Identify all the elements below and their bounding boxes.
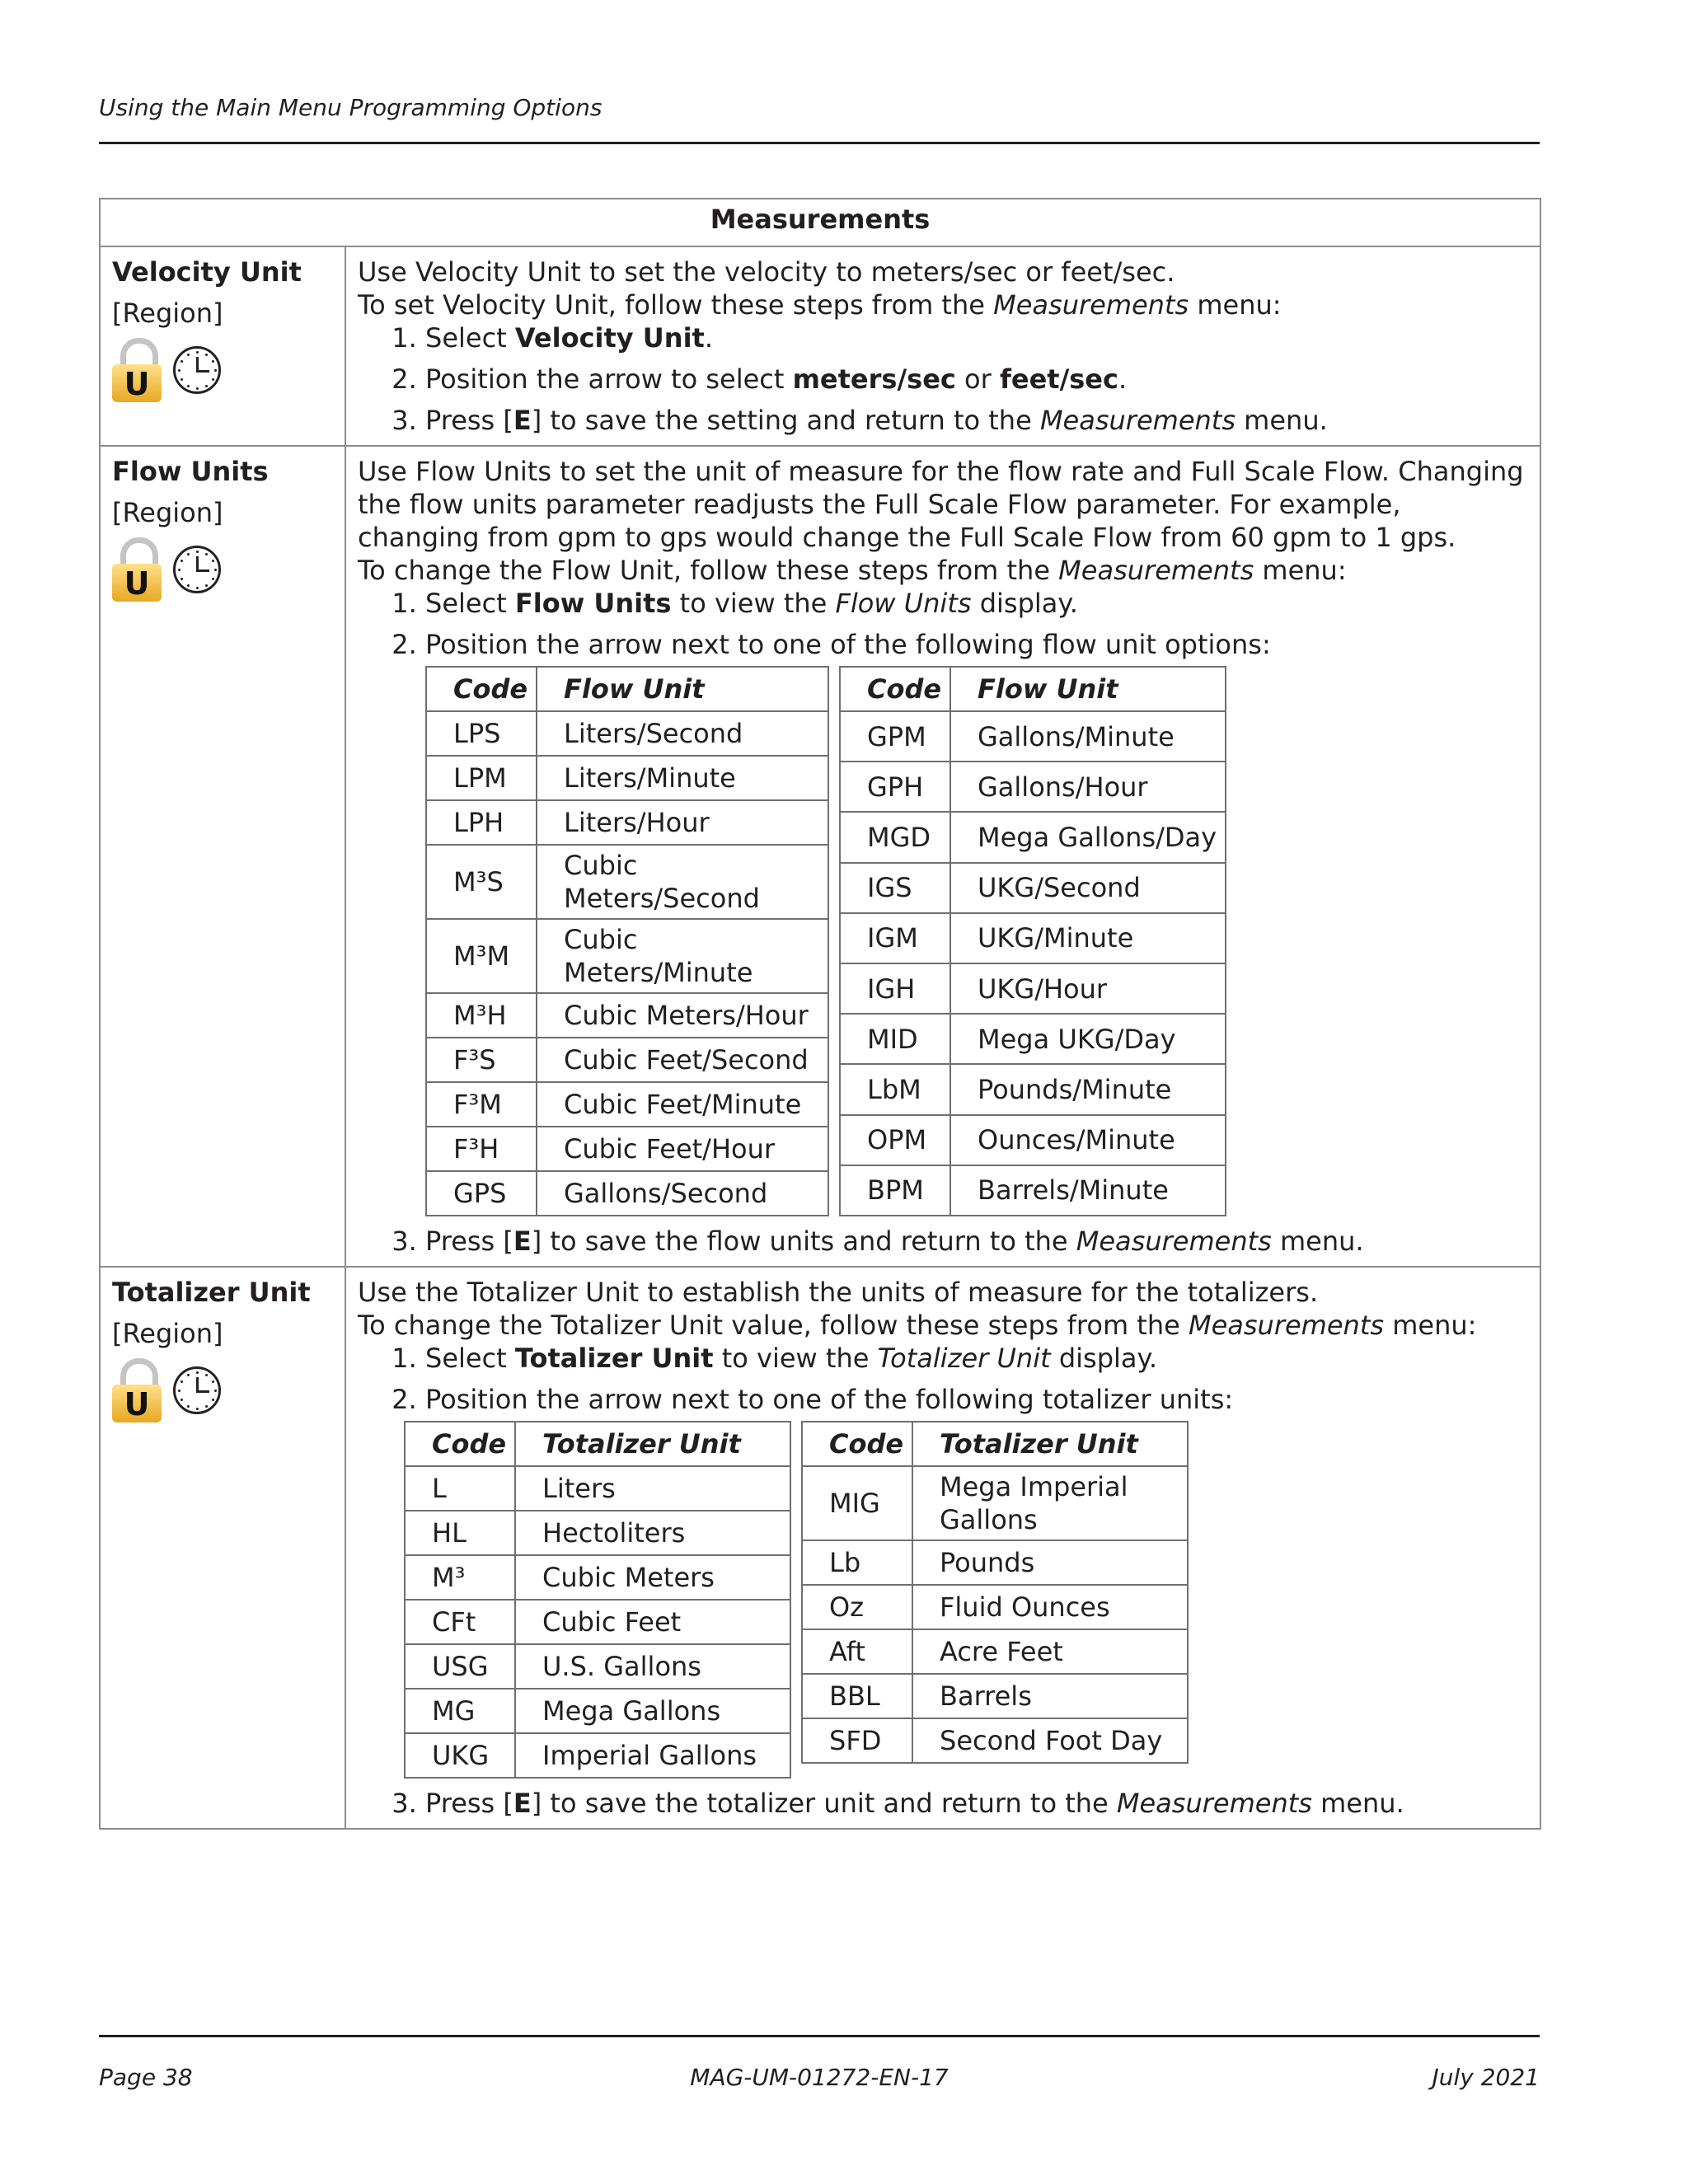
- totalizer-step-2: 2. Position the arrow next to one of the following totalizer units: Code Totalizer Unit L Liters HL Hectoliters M³ Cubic Meters CFt Cubic Feet USG U.S. Gallons MG Mega Gallons UKG Imperial Gallons Code Totalizer Unit MIG Mega Imperial Gallons Lb Pounds Oz Fluid Ounces Aft Acre Feet BBL Barrels SFD Second Foot Day: [425, 1383, 1528, 1779]
- velocity-icons: [112, 338, 333, 402]
- table-row: [802, 1629, 1188, 1674]
- unit-code: LPM: [426, 756, 537, 800]
- unit-code: F³M: [426, 1082, 537, 1127]
- unit-code: L: [405, 1466, 515, 1511]
- measurements-table: [99, 198, 1541, 1830]
- table-row: [426, 756, 828, 800]
- velocity-intro: To set Velocity Unit, follow these steps from the Measurements menu:: [358, 289, 1282, 321]
- velocity-description: Use Velocity Unit to set the velocity to meters/sec or feet/sec.: [358, 256, 1175, 288]
- table-row: [802, 1585, 1188, 1629]
- unit-name: Barrels/Minute: [950, 1165, 1226, 1216]
- flow-units-row: [100, 446, 1540, 1267]
- flow-icons: [112, 537, 333, 602]
- page-header-title: Using the Main Menu Programming Options: [99, 94, 603, 121]
- unit-code: CFt: [405, 1600, 515, 1644]
- table-row: [405, 1600, 790, 1644]
- table-row: [405, 1689, 790, 1733]
- table-row: [426, 1127, 828, 1171]
- table-row: [426, 1038, 828, 1082]
- clock-icon: [173, 546, 221, 593]
- unit-code: LPH: [426, 800, 537, 845]
- unit-name: Pounds: [912, 1540, 1188, 1585]
- table-row: [802, 1466, 1188, 1540]
- unit-name: Ounces/Minute: [950, 1115, 1226, 1165]
- table-row: [405, 1555, 790, 1600]
- unit-code: UKG: [405, 1733, 515, 1778]
- unit-code: MID: [840, 1014, 950, 1064]
- totalizer-region: [Region]: [112, 1318, 223, 1349]
- unit-code: SFD: [802, 1718, 912, 1763]
- unit-name: Hectoliters: [515, 1511, 790, 1555]
- unit-name: Second Foot Day: [912, 1718, 1188, 1763]
- flow-step-3: 3. Press [E] to save the flow units and return to the Measurements menu.: [425, 1225, 1528, 1258]
- table-row: [405, 1466, 790, 1511]
- unit-name: Pounds/Minute: [950, 1064, 1226, 1114]
- unit-code: F³S: [426, 1038, 537, 1082]
- unit-name: Acre Feet: [912, 1629, 1188, 1674]
- velocity-content-cell: [345, 246, 1540, 446]
- unit-name: Cubic Feet/Second: [537, 1038, 828, 1082]
- table-row: [840, 1165, 1226, 1216]
- table-row: [802, 1540, 1188, 1585]
- flow-unit-table-left: [425, 666, 829, 1216]
- unit-name: Cubic Feet: [515, 1600, 790, 1644]
- unit-code: Lb: [802, 1540, 912, 1585]
- unit-code: F³H: [426, 1127, 537, 1171]
- unit-name: Cubic Meters: [515, 1555, 790, 1600]
- unit-code: HL: [405, 1511, 515, 1555]
- table-row: [426, 800, 828, 845]
- table-row: [426, 993, 828, 1038]
- unit-name: Cubic Meters/Hour: [537, 993, 828, 1038]
- flow-unit-table-right: [839, 666, 1226, 1216]
- velocity-unit-row: [100, 246, 1540, 446]
- unit-code: LbM: [840, 1064, 950, 1114]
- unit-code: IGH: [840, 963, 950, 1014]
- flow-units-name: Flow Units: [112, 456, 269, 487]
- unit-code: USG: [405, 1644, 515, 1689]
- velocity-unit-name: Velocity Unit: [112, 256, 302, 288]
- column-header-totalizer-unit: Totalizer Unit: [912, 1422, 1188, 1466]
- totalizer-unit-name: Totalizer Unit: [112, 1277, 311, 1308]
- unit-code: MIG: [802, 1466, 912, 1540]
- flow-unit-tables: [425, 666, 1528, 1216]
- unit-name: Gallons/Minute: [950, 711, 1226, 762]
- velocity-step-1: 1. Select Velocity Unit.: [425, 321, 1528, 354]
- flow-content-cell: [345, 446, 1540, 1267]
- unit-name: Cubic Meters/Minute: [537, 919, 828, 993]
- unit-name: Barrels: [912, 1674, 1188, 1718]
- totalizer-intro: To change the Totalizer Unit value, follow these steps from the Measurements menu:: [358, 1310, 1477, 1341]
- footer-page-number: Page 38: [99, 2064, 193, 2091]
- flow-step-2: 2. Position the arrow next to one of the following flow unit options: Code Flow Unit LPS Liters/Second LPM Liters/Minute LPH Liters/Hour M³S Cubic Meters/Second M³M Cubic Meters/Minute M³H Cubic Meters/Hour F³S Cubic Feet/Second F³M Cubic Feet/Minute F³H Cubic Feet/Hour GPS Gallons/Second Code Flow Unit GPM Gallons/Minute GPH Gallons/Hour MGD Mega Gallons/Day IGS UKG/Second IGM UKG/Minute IGH UKG/Hour MID Mega UKG/Day LbM Pounds/Minute OPM Ounces/Minute BPM Barrels/Minute: [425, 628, 1528, 1216]
- unit-code: BBL: [802, 1674, 912, 1718]
- unit-code: GPM: [840, 711, 950, 762]
- totalizer-content-cell: [345, 1267, 1540, 1829]
- table-row: [426, 711, 828, 756]
- user-lock-icon: U: [112, 537, 162, 602]
- table-row: [840, 963, 1226, 1014]
- unit-code: M³: [405, 1555, 515, 1600]
- totalizer-unit-row: [100, 1267, 1540, 1829]
- unit-name: Mega Imperial Gallons: [912, 1466, 1188, 1540]
- unit-code: MGD: [840, 812, 950, 862]
- velocity-step-2: 2. Position the arrow to select meters/sec or feet/sec.: [425, 363, 1528, 396]
- unit-code: M³M: [426, 919, 537, 993]
- table-row: [802, 1718, 1188, 1763]
- table-row: [426, 1171, 828, 1216]
- unit-name: Imperial Gallons: [515, 1733, 790, 1778]
- unit-code: M³S: [426, 845, 537, 919]
- totalizer-unit-tables: [404, 1421, 1528, 1779]
- flow-intro: To change the Flow Unit, follow these steps from the Measurements menu:: [358, 555, 1347, 586]
- unit-name: Liters/Second: [537, 711, 828, 756]
- unit-name: UKG/Second: [950, 863, 1226, 913]
- unit-code: Oz: [802, 1585, 912, 1629]
- totalizer-label-cell: [100, 1267, 345, 1829]
- header-rule: [99, 142, 1540, 144]
- table-row: [426, 919, 828, 993]
- flow-region: [Region]: [112, 497, 223, 528]
- unit-code: Aft: [802, 1629, 912, 1674]
- velocity-steps: [358, 321, 1528, 437]
- unit-code: GPH: [840, 762, 950, 812]
- table-row: [405, 1511, 790, 1555]
- unit-name: Gallons/Hour: [950, 762, 1226, 812]
- unit-name: Liters/Hour: [537, 800, 828, 845]
- unit-name: Fluid Ounces: [912, 1585, 1188, 1629]
- unit-code: OPM: [840, 1115, 950, 1165]
- unit-name: Liters: [515, 1466, 790, 1511]
- footer-date: July 2021: [1432, 2064, 1540, 2091]
- unit-name: Cubic Meters/Second: [537, 845, 828, 919]
- unit-name: Mega Gallons/Day: [950, 812, 1226, 862]
- flow-steps: [358, 587, 1528, 1258]
- totalizer-icons: [112, 1358, 333, 1422]
- clock-icon: [173, 346, 221, 394]
- unit-code: BPM: [840, 1165, 950, 1216]
- unit-name: U.S. Gallons: [515, 1644, 790, 1689]
- table-row: [840, 1014, 1226, 1064]
- column-header-totalizer-unit: Totalizer Unit: [515, 1422, 790, 1466]
- table-row: [840, 812, 1226, 862]
- unit-name: Cubic Feet/Hour: [537, 1127, 828, 1171]
- unit-code: LPS: [426, 711, 537, 756]
- table-row: [840, 863, 1226, 913]
- table-row: [405, 1733, 790, 1778]
- unit-code: M³H: [426, 993, 537, 1038]
- flow-description: Use Flow Units to set the unit of measure for the flow rate and Full Scale Flow. Changing the flow units parameter readjusts the Full Scale Flow parameter. For example, changing from gpm to gps would change the Full Scale Flow from 60 gpm to 1 gps.: [358, 456, 1524, 553]
- unit-code: IGM: [840, 913, 950, 963]
- unit-code: MG: [405, 1689, 515, 1733]
- unit-name: Cubic Feet/Minute: [537, 1082, 828, 1127]
- unit-name: Gallons/Second: [537, 1171, 828, 1216]
- velocity-region: [Region]: [112, 298, 223, 329]
- unit-code: GPS: [426, 1171, 537, 1216]
- unit-name: Liters/Minute: [537, 756, 828, 800]
- unit-name: Mega Gallons: [515, 1689, 790, 1733]
- unit-name: Mega UKG/Day: [950, 1014, 1226, 1064]
- flow-step-1: 1. Select Flow Units to view the Flow Units display.: [425, 587, 1528, 620]
- flow-label-cell: [100, 446, 345, 1267]
- table-title: Measurements: [100, 199, 1540, 246]
- table-row: [405, 1644, 790, 1689]
- totalizer-steps: [358, 1342, 1528, 1820]
- column-header-code: Code: [426, 667, 537, 711]
- footer-rule: [99, 2035, 1540, 2037]
- table-row: [840, 711, 1226, 762]
- column-header-code: Code: [802, 1422, 912, 1466]
- user-lock-icon: U: [112, 1358, 162, 1422]
- column-header-flow-unit: Flow Unit: [537, 667, 828, 711]
- footer-document-id: MAG-UM-01272-EN-17: [690, 2064, 949, 2091]
- unit-name: UKG/Minute: [950, 913, 1226, 963]
- totalizer-step-3: 3. Press [E] to save the totalizer unit and return to the Measurements menu.: [425, 1787, 1528, 1820]
- totalizer-description: Use the Totalizer Unit to establish the units of measure for the totalizers.: [358, 1277, 1319, 1308]
- table-row: [426, 1082, 828, 1127]
- totalizer-unit-table-left: [404, 1421, 791, 1779]
- table-row: [840, 762, 1226, 812]
- table-row: [426, 845, 828, 919]
- totalizer-step-1: 1. Select Totalizer Unit to view the Totalizer Unit display.: [425, 1342, 1528, 1375]
- velocity-step-3: 3. Press [E] to save the setting and return to the Measurements menu.: [425, 404, 1528, 437]
- table-row: [840, 913, 1226, 963]
- table-row: [802, 1674, 1188, 1718]
- table-row: [840, 1064, 1226, 1114]
- user-lock-icon: U: [112, 338, 162, 402]
- column-header-code: Code: [840, 667, 950, 711]
- column-header-code: Code: [405, 1422, 515, 1466]
- velocity-label-cell: [100, 246, 345, 446]
- column-header-flow-unit: Flow Unit: [950, 667, 1226, 711]
- clock-icon: [173, 1366, 221, 1414]
- totalizer-unit-table-right: [801, 1421, 1189, 1764]
- table-row: [840, 1115, 1226, 1165]
- unit-name: UKG/Hour: [950, 963, 1226, 1014]
- unit-code: IGS: [840, 863, 950, 913]
